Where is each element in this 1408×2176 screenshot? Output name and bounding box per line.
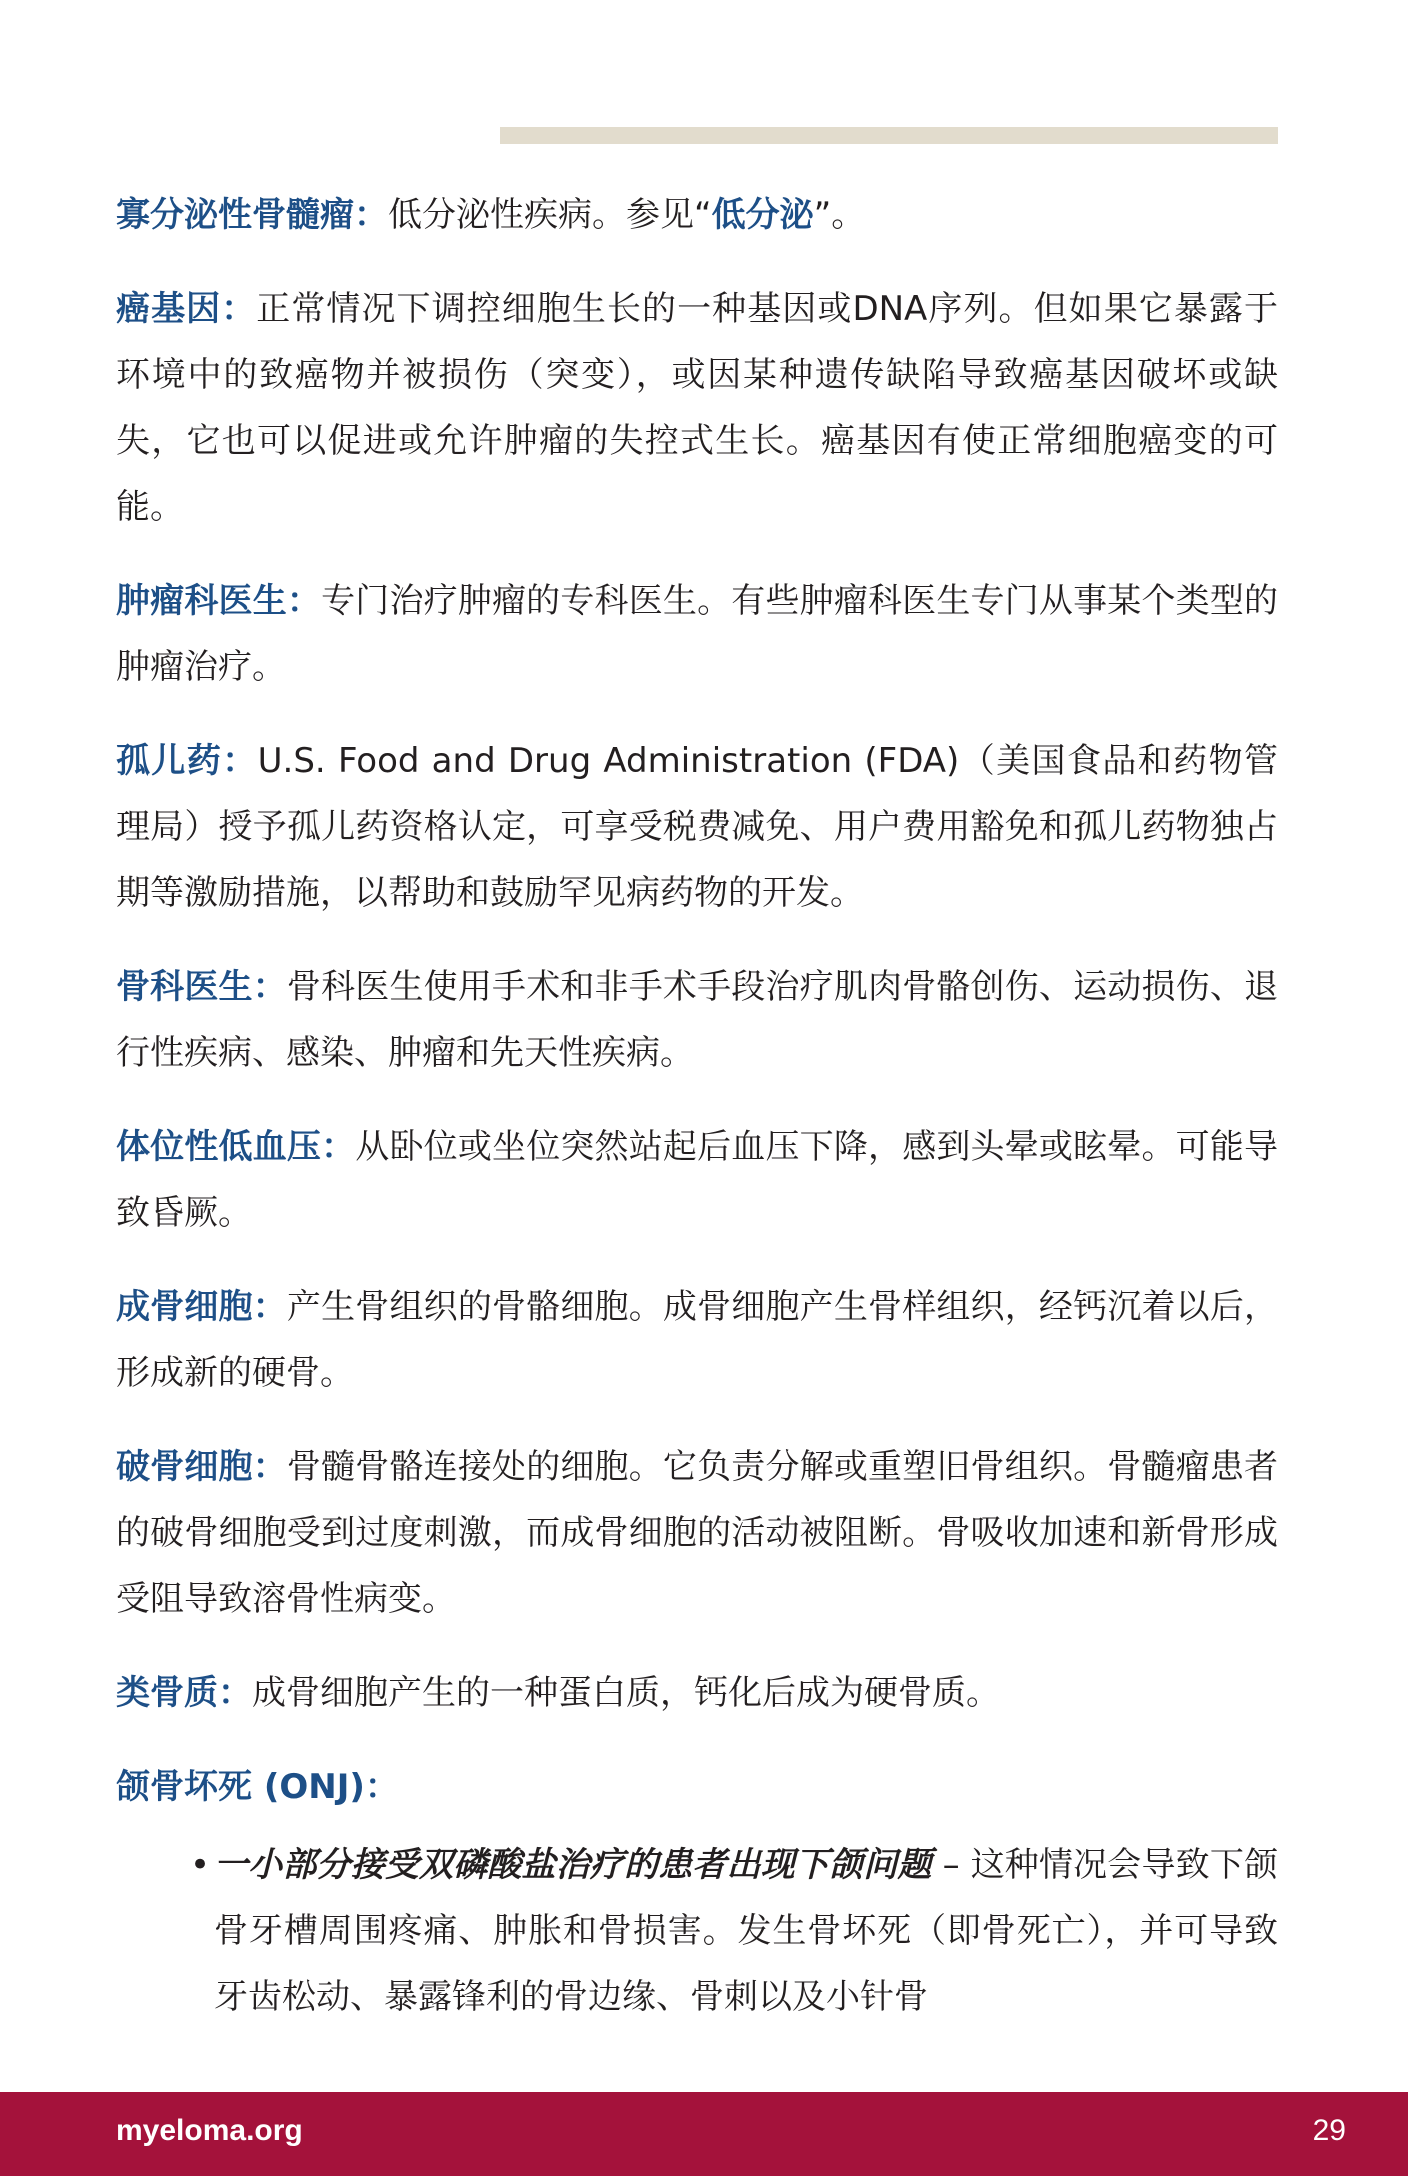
glossary-definition: 骨髓骨骼连接处的细胞。它负责分解或重塑旧骨组织。骨髓瘤患者的破骨细胞受到过度刺激，而成骨细胞的活动被阻断。骨吸收加速和新骨形成受阻导致溶骨性病变。 (116, 1447, 1279, 1619)
glossary-definition: 产生骨组织的骨骼细胞。成骨细胞产生骨样组织，经钙沉着以后，形成新的硬骨。 (116, 1287, 1279, 1393)
header-rule (500, 127, 1278, 144)
glossary-definition: 专门治疗肿瘤的专科医生。有些肿瘤科医生专门从事某个类型的肿瘤治疗。 (116, 581, 1279, 687)
glossary-entry-orthostatic-hypotension (116, 1114, 1278, 1246)
glossary-term: 癌基因： (116, 289, 257, 329)
glossary-term: 成骨细胞： (116, 1287, 287, 1327)
glossary-term: 类骨质： (116, 1673, 252, 1713)
bullet-text: – 这种情况会导致下颌骨牙槽周围疼痛、肿胀和骨损害。发生骨坏死（即骨死亡），并可导致牙齿松动、暴露锋利的骨边缘、骨刺以及小针骨 (214, 1845, 1278, 2017)
glossary-entry-onj (116, 1754, 1278, 1820)
glossary-definition-end: ”。 (813, 195, 866, 235)
page-footer (0, 2092, 1408, 2176)
glossary-entry-oncologist (116, 568, 1278, 700)
glossary-term: 破骨细胞： (116, 1447, 287, 1487)
glossary-entry-osteoid (116, 1660, 1278, 1726)
glossary-term: 骨科医生： (116, 967, 287, 1007)
glossary-entry-orphan-drug (116, 728, 1278, 926)
glossary-entry-osteoclast (116, 1434, 1278, 1632)
footer-site-link[interactable]: myeloma.org (116, 2114, 303, 2147)
glossary-term: 孤儿药： (116, 741, 258, 781)
bullet-lead: 一小部分接受双磷酸盐治疗的患者出现下颌问题 (214, 1845, 932, 1885)
glossary-definition: U.S. Food and Drug Administration (FDA)（美国食品和药物管理局）授予孤儿药资格认定，可享受税费减免、用户费用豁免和孤儿药物独占期等激励措施，以帮助和鼓励罕见病药物的开发。 (116, 741, 1278, 913)
glossary-content (116, 182, 1278, 2030)
onj-bullet-item (190, 1832, 1278, 2030)
glossary-definition: 低分泌性疾病。参见“ (388, 195, 712, 235)
glossary-entry-orthopedist (116, 954, 1278, 1086)
glossary-term: 颌骨坏死 (ONJ)： (116, 1767, 399, 1807)
glossary-definition: 从卧位或坐位突然站起后血压下降，感到头晕或眩晕。可能导致昏厥。 (116, 1127, 1279, 1233)
glossary-term: 体位性低血压： (116, 1127, 356, 1167)
page-number: 29 (1312, 2114, 1346, 2147)
bullet-dot: • (190, 1845, 211, 1885)
cross-reference-link[interactable]: 低分泌 (711, 195, 814, 235)
glossary-definition: 正常情况下调控细胞生长的一种基因或DNA序列。但如果它暴露于环境中的致癌物并被损伤（突变），或因某种遗传缺陷导致癌基因破坏或缺失，它也可以促进或允许肿瘤的失控式生长。癌基因有使正常细胞癌变的可能。 (116, 289, 1279, 527)
glossary-term: 寡分泌性骨髓瘤： (116, 195, 388, 235)
glossary-entry-oligosecretory (116, 182, 1278, 248)
glossary-entry-oncogene (116, 276, 1278, 540)
glossary-definition: 骨科医生使用手术和非手术手段治疗肌肉骨骼创伤、运动损伤、退行性疾病、感染、肿瘤和先天性疾病。 (116, 967, 1279, 1073)
glossary-definition: 成骨细胞产生的一种蛋白质，钙化后成为硬骨质。 (252, 1673, 1000, 1713)
glossary-term: 肿瘤科医生： (116, 581, 322, 621)
glossary-entry-osteoblast (116, 1274, 1278, 1406)
